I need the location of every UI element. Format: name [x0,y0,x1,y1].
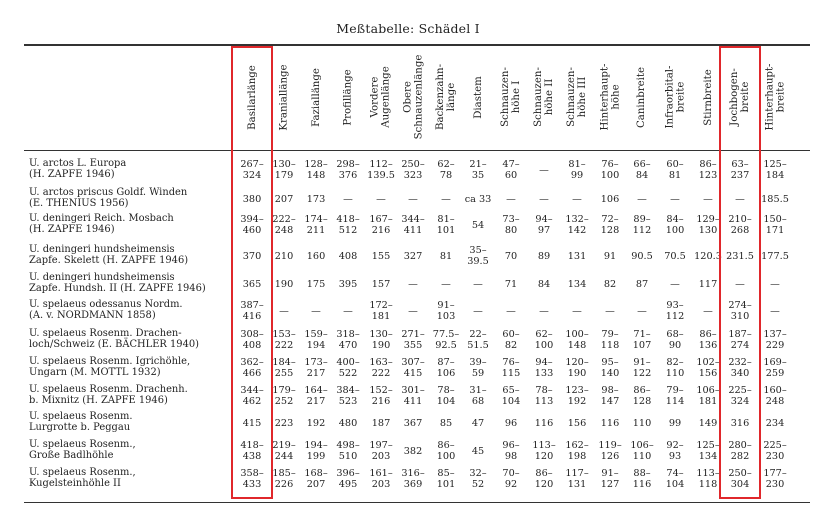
table-cell: — [703,194,713,205]
table-cell: 219– 244 [272,440,296,462]
jochbogenbreite-highlight-box [719,46,761,499]
table-cell: 98– 147 [600,385,620,407]
table-cell: 92– 93 [666,440,684,462]
table-cell: 82– 110 [665,357,685,379]
table-cell: 31– 68 [469,385,487,407]
column-header-label: Hinterhaupt- höhe [599,63,622,131]
table-cell: 100– 148 [565,329,589,351]
table-cell: — [408,279,418,290]
table-cell: 87– 106 [436,357,456,379]
table-cell: 152– 216 [369,385,393,407]
table-cell: 130– 190 [369,329,393,351]
table-cell: 387– 416 [240,300,264,322]
table-cell: 223 [274,418,294,429]
table-cell: 117– 131 [565,468,589,490]
table-cell: 128– 148 [304,159,328,181]
table-cell: 161– 203 [369,468,393,490]
column-header-label: Stirnbreite [702,68,714,126]
table-cell: — [343,194,353,205]
table-cell: 184– 255 [272,357,296,379]
table-cell: — [572,194,582,205]
table-cell: 86– 120 [534,468,554,490]
table-cell: 63– 237 [730,159,750,181]
table-cell: — [605,306,615,317]
table-cell: 116 [534,418,554,429]
table-cell: 177.5 [761,251,789,262]
table-cell: 82 [603,279,617,290]
column-header-label: Jochbogen- breite [729,68,752,126]
table-cell: 72– 128 [600,214,620,236]
table-cell: 280– 282 [728,440,752,462]
table-cell: — [408,306,418,317]
row-label: U. spelaeus Rosenm. Drachen- loch/Schweiz (E. BÄCHLER 1940) [29,328,199,350]
row-label: U. deningeri hundsheimensis Zapfe. Hundsh. II (H. ZAPFE 1946) [29,272,206,294]
column-header-label: Vordere Augenlänge [370,66,393,128]
table-cell: 129– 130 [696,214,720,236]
row-label: U. deningeri hundsheimensis Zapfe. Skelett (H. ZAPFE 1946) [29,244,189,266]
table-cell: 35– 39.5 [467,245,489,267]
table-cell: 308– 408 [240,329,264,351]
table-cell: 39– 59 [469,357,487,379]
table-cell: 84 [537,279,551,290]
table-cell: 301– 411 [401,385,425,407]
column-header-16 [755,44,795,150]
table-cell: 234 [765,418,785,429]
table-cell: 73– 80 [502,214,520,236]
table-cell: — [441,194,451,205]
table-cell: 163– 222 [369,357,393,379]
table-cell: 130– 179 [272,159,296,181]
table-cell: 344– 462 [240,385,264,407]
table-cell: 395 [338,279,358,290]
table-cell: 125– 184 [763,159,787,181]
row-label: U. spelaeus Rosenm. Lurgrotte b. Peggau [29,411,133,433]
table-cell: — [670,194,680,205]
table-cell: — [539,194,549,205]
table-cell: 86– 128 [632,385,652,407]
table-cell: 60– 81 [666,159,684,181]
table-cell: 65– 104 [501,385,521,407]
table-cell: 66– 84 [633,159,651,181]
table-cell: 190 [274,279,294,290]
column-header-label: Obere Schnauzenlänge [402,54,424,140]
table-cell: — [637,306,647,317]
table-cell: 167– 216 [369,214,393,236]
table-cell: 418– 438 [240,440,264,462]
table-cell: 119– 126 [598,440,622,462]
table-cell: 113– 118 [696,468,720,490]
table-cell: 85– 101 [436,468,456,490]
table-cell: 185– 226 [272,468,296,490]
table-cell: 81– 101 [436,214,456,236]
table-cell: 298– 376 [336,159,360,181]
column-header-label: Diastem [472,75,484,119]
row-label: U. spelaeus odessanus Nordm. (A. v. NORDMANN 1858) [29,299,183,321]
table-cell: 169– 259 [763,357,787,379]
table-cell: 62– 78 [437,159,455,181]
column-header-label: Profillänge [342,68,354,126]
table-cell: 106 [600,194,620,205]
table-cell: — [343,306,353,317]
table-cell: 365 [242,279,262,290]
table-cell: 47– 60 [502,159,520,181]
table-cell: 396– 495 [336,468,360,490]
table-cell: 153– 222 [272,329,296,351]
table-cell: 418– 512 [336,214,360,236]
table-cell: 70.5 [664,251,686,262]
table-cell: 197– 203 [369,440,393,462]
table-cell: 192 [306,418,326,429]
table-cell: — [441,279,451,290]
table-cell: 370 [242,251,262,262]
column-header-label: Schnauzen- höhe III [566,67,588,127]
table-cell: 157 [371,279,391,290]
table-cell: 77.5– 92.5 [432,329,460,351]
row-label: U. spelaeus Rosenm., Kugelsteinhöhle II [29,467,136,489]
table-cell: 316– 369 [401,468,425,490]
table-cell: 84– 100 [665,214,685,236]
table-cell: 173 [306,194,326,205]
table-cell: 380 [242,194,262,205]
table-cell: 86– 136 [698,329,718,351]
table-cell: 76– 115 [501,357,521,379]
table-cell: 117 [698,279,718,290]
table-cell: 68– 90 [666,329,684,351]
table-cell: 71 [504,279,518,290]
table-cell: 362– 466 [240,357,264,379]
column-header-label: Hinterhaupt- breite [764,63,787,131]
table-cell: 87 [635,279,649,290]
table-cell: 160 [306,251,326,262]
table-cell: — [735,279,745,290]
table-cell: 187 [371,418,391,429]
table-cell: 47 [471,418,485,429]
table-cell: 96 [504,418,518,429]
table-cell: — [670,279,680,290]
table-cell: 22– 51.5 [467,329,489,351]
table-cell: 81 [439,251,453,262]
table-cell: 316 [730,418,750,429]
column-header-label: Faziallänge [310,67,322,127]
table-cell: 179– 252 [272,385,296,407]
table-cell: 384– 523 [336,385,360,407]
row-label: U. spelaeus Rosenm. Igrichöhle, Ungarn (M. MOTTL 1932) [29,356,191,378]
table-cell: 174– 211 [304,214,328,236]
table-cell: 415 [242,418,262,429]
table-cell: 137– 229 [763,329,787,351]
table-cell: 164– 217 [304,385,328,407]
table-cell: 125– 134 [696,440,720,462]
table-cell: 222– 248 [272,214,296,236]
column-header-label: Kraniallänge [278,63,290,131]
table-cell: 250– 323 [401,159,425,181]
table-cell: 102– 156 [696,357,720,379]
column-header-label: Schnauzen- höhe II [533,67,555,127]
table-cell: 207 [274,194,294,205]
table-cell: 185.5 [761,194,789,205]
table-cell: 85 [439,418,453,429]
table-cell: 173– 217 [304,357,328,379]
table-cell: 131 [567,251,587,262]
table-cell: 94– 97 [535,214,553,236]
table-cell: — [376,194,386,205]
table-cell: 134 [567,279,587,290]
table-cell: 156 [567,418,587,429]
row-label: U. deningeri Reich. Mosbach (H. ZAPFE 1946) [29,213,174,235]
table-cell: 71– 107 [632,329,652,351]
row-label: U. spelaeus Rosenm. Drachenh. b. Mixnitz (H. ZAPFE 1946) [29,384,188,406]
table-cell: 93– 112 [665,300,685,322]
table-cell: 86– 100 [436,440,456,462]
table-cell: 358– 433 [240,468,264,490]
table-cell: 327 [403,251,423,262]
table-cell: 194– 199 [304,440,328,462]
row-label: U. arctos priscus Goldf. Winden (E. THENIUS 1956) [29,187,188,209]
table-cell: 113– 120 [532,440,556,462]
column-header-label: Schnauzen- höhe I [500,67,522,127]
table-cell: 91– 127 [600,468,620,490]
table-cell: 32– 52 [469,468,487,490]
table-cell: 267– 324 [240,159,264,181]
table-cell: 187– 274 [728,329,752,351]
table-cell: 110 [632,418,652,429]
table-cell: 116 [600,418,620,429]
row-label: U. spelaeus Rosenm., Große Badlhöhle [29,439,136,461]
table-cell: 210 [274,251,294,262]
table-cell: 70 [504,251,518,262]
table-cell: 86– 123 [698,159,718,181]
table-cell: 91 [603,251,617,262]
table-cell: — [539,306,549,317]
table-cell: 54 [471,220,485,231]
table-cell: 123– 192 [565,385,589,407]
table-cell: 271– 355 [401,329,425,351]
table-cell: — [473,306,483,317]
table-cell: 155 [371,251,391,262]
table-cell: ca 33 [464,194,492,205]
table-cell: 210– 268 [728,214,752,236]
table-cell: 120.3 [694,251,722,262]
table-cell: 232– 340 [728,357,752,379]
table-cell: 307– 415 [401,357,425,379]
table-cell: — [572,306,582,317]
table-cell: 162– 198 [565,440,589,462]
table-cell: 99 [668,418,682,429]
table-cell: 60– 82 [502,329,520,351]
table-cell: — [311,306,321,317]
column-header-label: Infraorbital- breite [664,65,687,129]
table-cell: 225– 230 [763,440,787,462]
table-cell: 231.5 [726,251,754,262]
column-header-label: Caninbreite [636,66,648,128]
table-title: Meßtabelle: Schädel I [336,21,480,36]
table-cell: 106– 110 [630,440,654,462]
table-cell: — [735,194,745,205]
table-cell: 78– 113 [534,385,554,407]
table-cell: 400– 522 [336,357,360,379]
table-cell: — [279,306,289,317]
table-cell: — [770,306,780,317]
table-cell: 149 [698,418,718,429]
table-cell: 21– 35 [469,159,487,181]
table-cell: — [770,279,780,290]
basilarlaenge-highlight-box [231,46,273,499]
table-cell: 225– 324 [728,385,752,407]
table-cell: 250– 304 [728,468,752,490]
table-cell: 74– 104 [665,468,685,490]
table-cell: 274– 310 [728,300,752,322]
table-cell: 79– 118 [600,329,620,351]
table-cell: — [637,194,647,205]
table-cell: 172– 181 [369,300,393,322]
table-cell: 79– 114 [665,385,685,407]
table-cell: 159– 194 [304,329,328,351]
table-cell: 89– 112 [632,214,652,236]
table-cell: 62– 100 [534,329,554,351]
table-cell: 132– 142 [565,214,589,236]
table-cell: 498– 510 [336,440,360,462]
bottom-rule [24,502,810,503]
table-cell: 394– 460 [240,214,264,236]
table-cell: 175 [306,279,326,290]
table-cell: 112– 139.5 [367,159,395,181]
table-cell: 344– 411 [401,214,425,236]
table-cell: 89 [537,251,551,262]
header-rule [24,150,810,151]
table-cell: — [703,306,713,317]
table-cell: 480 [338,418,358,429]
table-cell: 45 [471,446,485,457]
table-cell: — [506,306,516,317]
table-cell: 90.5 [631,251,653,262]
table-cell: 382 [403,446,423,457]
table-cell: 94– 133 [534,357,554,379]
table-cell: 177– 230 [763,468,787,490]
table-cell: 81– 99 [568,159,586,181]
table-cell: 150– 171 [763,214,787,236]
table-cell: 76– 100 [600,159,620,181]
table-cell: 96– 98 [502,440,520,462]
table-cell: 408 [338,251,358,262]
table-cell: 106– 181 [696,385,720,407]
table-cell: — [539,165,549,176]
table-cell: 367 [403,418,423,429]
table-cell: 318– 470 [336,329,360,351]
table-cell: — [408,194,418,205]
table-cell: 91– 122 [632,357,652,379]
table-cell: 120– 190 [565,357,589,379]
table-cell: — [506,194,516,205]
column-header-label: Basilarlänge [246,64,258,130]
row-label: U. arctos L. Europa (H. ZAPFE 1946) [29,158,127,180]
column-header-label: Backenzahn- länge [435,63,458,131]
table-cell: 160– 248 [763,385,787,407]
table-cell: 91– 103 [436,300,456,322]
table-cell: 70– 92 [502,468,520,490]
table-cell: 95– 140 [600,357,620,379]
table-cell: 78– 104 [436,385,456,407]
table-cell: — [473,279,483,290]
table-cell: 88– 116 [632,468,652,490]
table-cell: 168– 207 [304,468,328,490]
